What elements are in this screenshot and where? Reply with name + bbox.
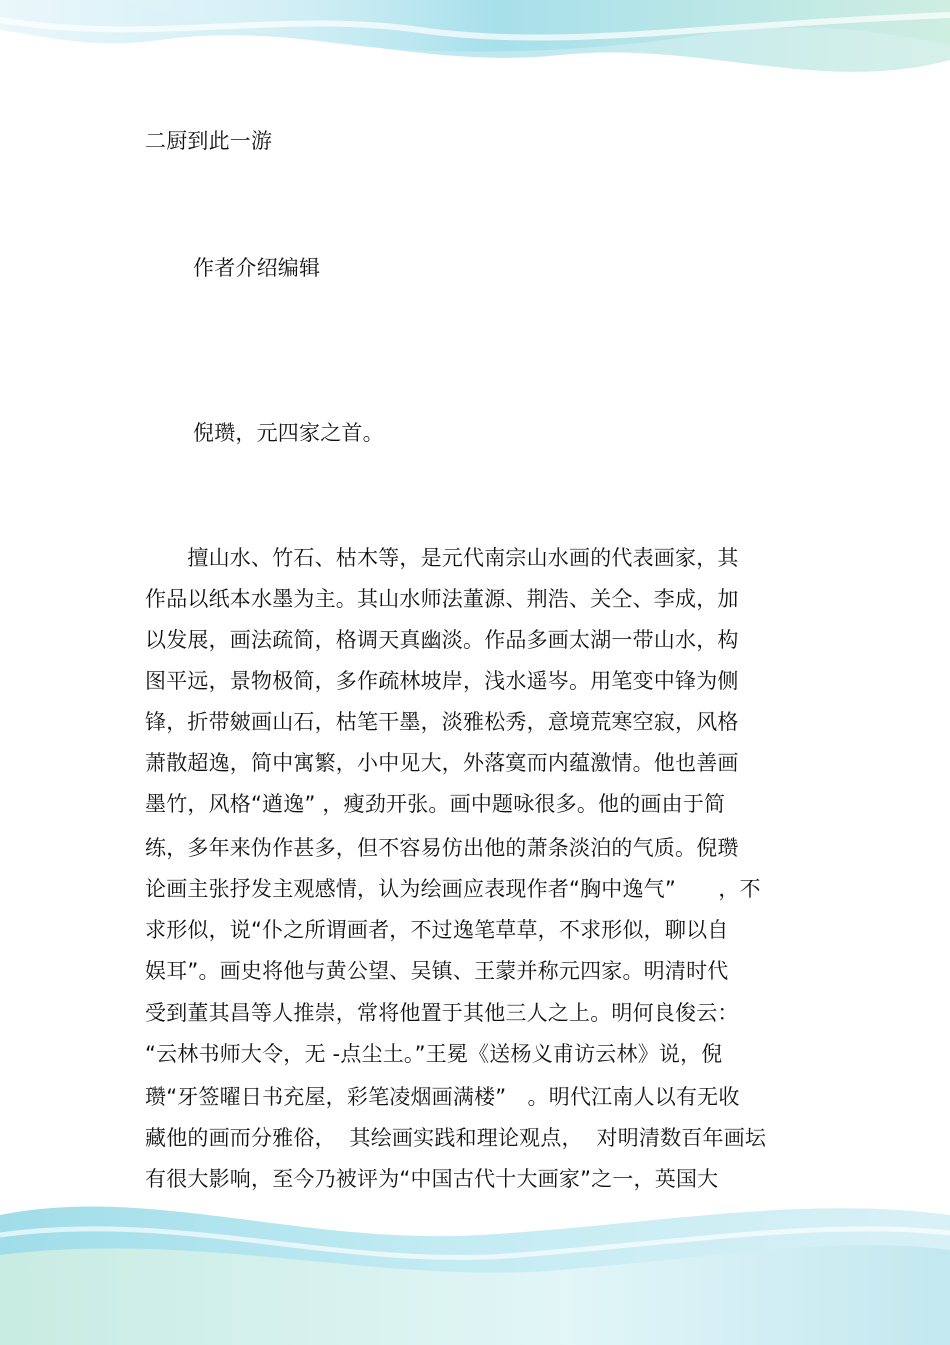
paragraph-line: 瓒“牙签曜日书充屋，彩笔凌烟画满楼” 。明代江南人以有无收 [145, 1085, 740, 1109]
paragraph-line: 求形似，说“仆之所谓画者，不过逸笔草草，不求形似，聊以自 [145, 918, 729, 942]
paragraph-line: 受到董其昌等人推崇，常将他置于其他三人之上。明何良俊云： [145, 1001, 739, 1025]
paragraph-line: 图平远，景物极简，多作疏林坡岸，浅水遥岑。用笔变中锋为侧 [145, 669, 739, 693]
paragraph-line: 锋，折带皴画山石，枯笔干墨，淡雅松秀，意境荒寒空寂，风格 [145, 710, 739, 734]
paragraph-line: 萧散超逸，简中寓繁，小中见大，外落寞而内蕴激情。他也善画 [145, 751, 739, 775]
paragraph-line: “云林书师大令，无 -点尘土。”王冕《送杨义甫访云林》说，倪 [145, 1042, 723, 1066]
heading-line: 二厨到此一游 [145, 129, 273, 153]
intro-line: 倪瓒，元四家之首。 [193, 421, 384, 445]
paragraph-line: 藏他的画而分雅俗， 其绘画实践和理论观点， 对明清数百年画坛 [145, 1126, 767, 1150]
paragraph-line: 以发展，画法疏简，格调天真幽淡。作品多画太湖一带山水，构 [145, 628, 739, 652]
paragraph-line: 有很大影响，至今乃被评为“中国古代十大画家”之一，英国大 [145, 1167, 719, 1191]
paragraph-line: 论画主张抒发主观感情，认为绘画应表现作者“胸中逸气” ，不 [145, 877, 761, 901]
section-title: 作者介绍编辑 [193, 256, 321, 280]
paragraph-line: 练，多年来伪作甚多，但不容易仿出他的萧条淡泊的气质。倪瓒 [145, 836, 739, 860]
paragraph-line: 墨竹，风格“遒逸” ，瘦劲开张。画中题咏很多。他的画由于简 [145, 792, 726, 816]
paragraph-line: 娱耳”。画史将他与黄公望、吴镇、王蒙并称元四家。明清时代 [145, 959, 729, 983]
paragraph-line: 作品以纸本水墨为主。其山水师法董源、荆浩、关仝、李成，加 [145, 587, 739, 611]
paragraph-line: 擅山水、竹石、枯木等，是元代南宗山水画的代表画家，其 [145, 546, 739, 570]
